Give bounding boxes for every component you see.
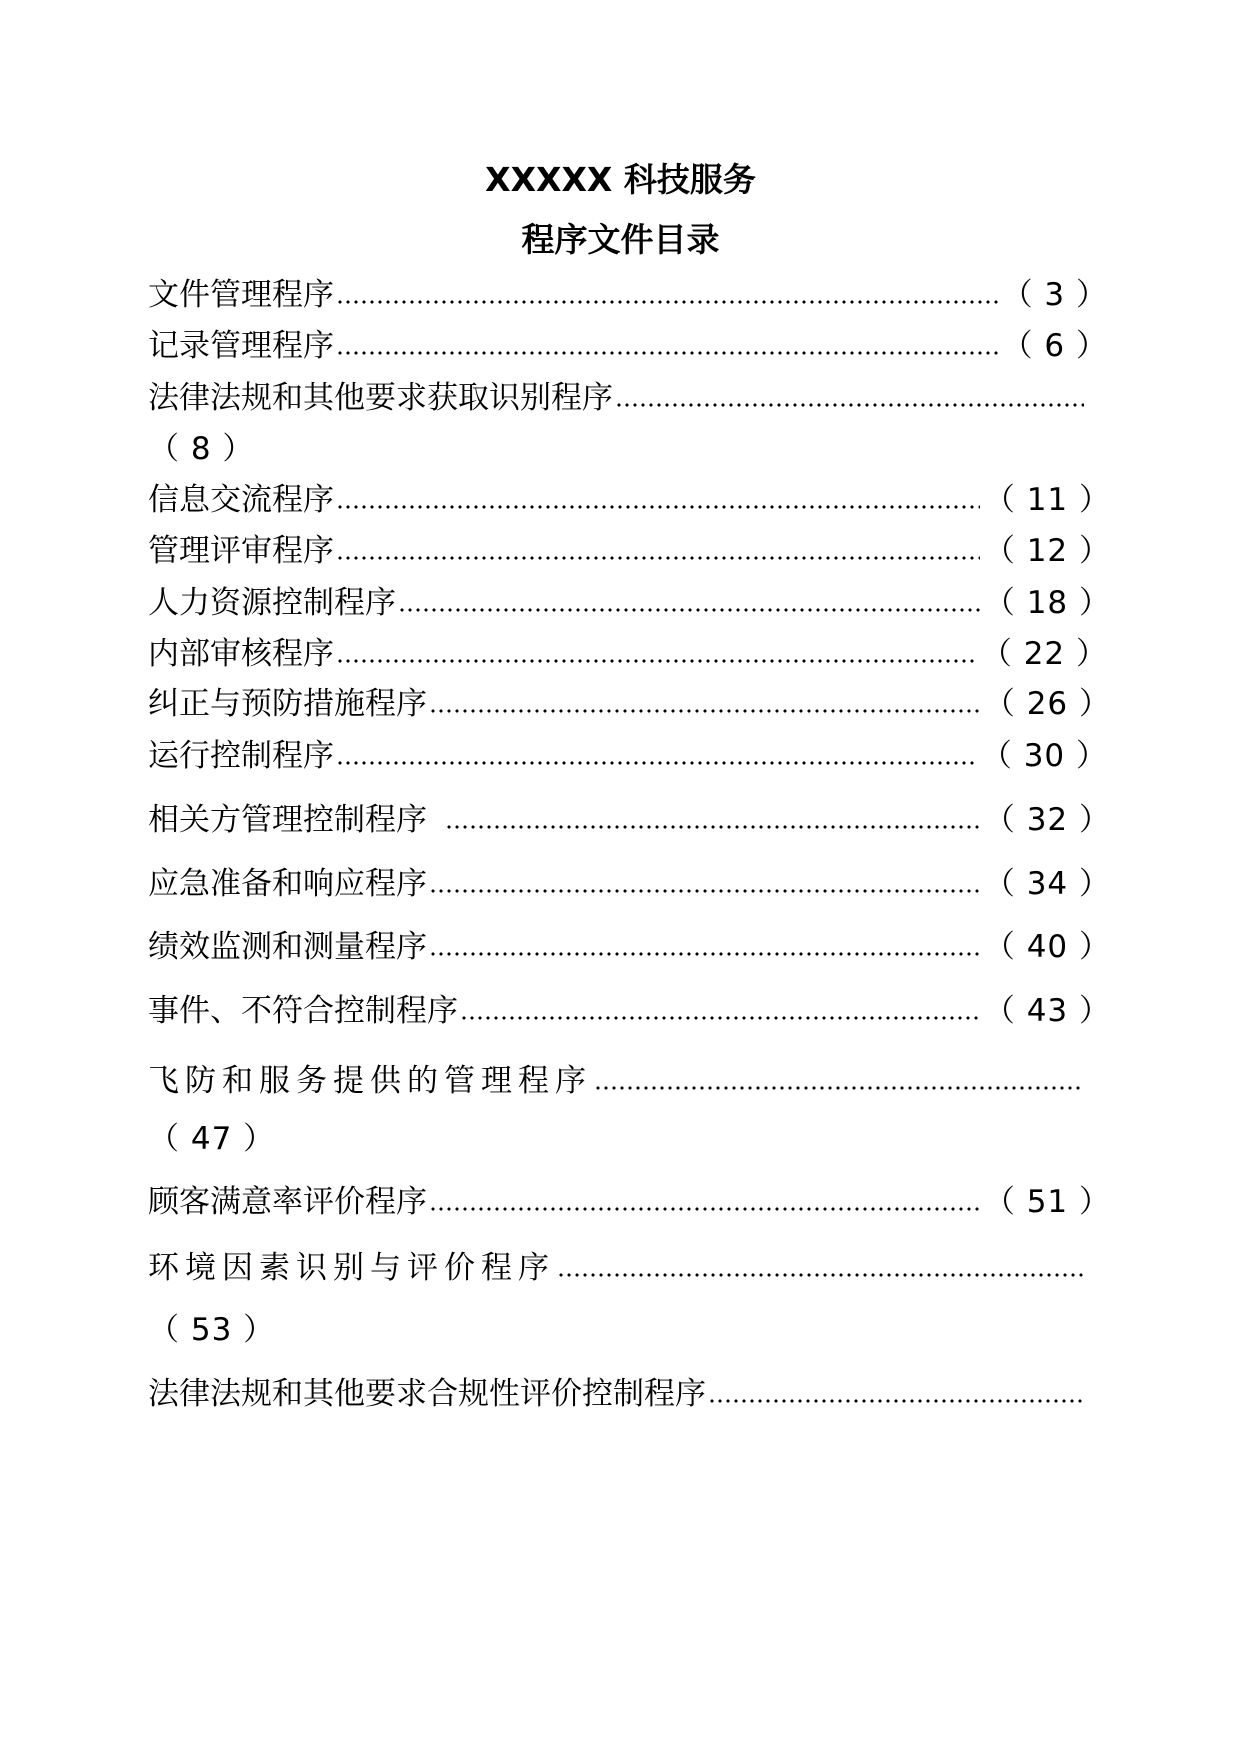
toc-entry-title: 应急准备和响应程序 [148, 865, 427, 902]
toc-entry [148, 1175, 1111, 1221]
toc-entry-title: 纠正与预防措施程序 [148, 685, 427, 722]
leader-dots [336, 300, 998, 304]
leader-dots [429, 1207, 980, 1211]
toc-entry [148, 473, 1111, 519]
toc-entry-title: 法律法规和其他要求获取识别程序 [148, 379, 613, 416]
leader-dots [336, 659, 977, 663]
leader-dots [594, 1086, 1084, 1090]
toc-entry-page: （ 11 ） [983, 481, 1111, 518]
leader-dots [460, 1016, 980, 1020]
toc-entry-title: 文件管理程序 [148, 276, 334, 313]
toc-entry [148, 729, 1108, 775]
toc-entry-page: （ 34 ） [983, 865, 1111, 902]
toc-entry [148, 319, 1108, 365]
toc-entry-page: （ 8 ） [148, 430, 255, 467]
toc-entry-title: 人力资源控制程序 [148, 584, 396, 621]
toc-entry [148, 920, 1111, 966]
leader-dots [615, 403, 1084, 407]
leader-dots [429, 889, 980, 893]
toc-entry-page: （ 18 ） [983, 584, 1111, 621]
toc-entry-page: （ 53 ） [148, 1311, 276, 1348]
toc-entry-title: 飞防和服务提供的管理程序 [148, 1062, 592, 1099]
toc-entry-title: 内部审核程序 [148, 635, 334, 672]
toc-entry [148, 1241, 1088, 1287]
toc-entry-page: （ 3 ） [1001, 276, 1108, 313]
toc-entry-title: 事件、不符合控制程序 [148, 992, 458, 1029]
toc-entry [148, 1367, 1088, 1413]
leader-dots [336, 505, 980, 509]
toc-entry [148, 677, 1111, 723]
toc-entry-page: （ 26 ） [983, 685, 1111, 722]
toc-entry-page: （ 47 ） [148, 1120, 276, 1157]
toc-entry-title: 顾客满意率评价程序 [148, 1183, 427, 1220]
leader-dots [336, 351, 998, 355]
toc-entry-title: 环境因素识别与评价程序 [148, 1249, 555, 1286]
toc-entry-page: （ 43 ） [983, 992, 1111, 1029]
toc-entry [148, 371, 1088, 417]
document-title: XXXXX 科技服务 [485, 160, 756, 199]
leader-dots [336, 761, 977, 765]
toc-entry [148, 627, 1108, 673]
toc-entry-title: 管理评审程序 [148, 532, 334, 569]
toc-entry [148, 576, 1111, 622]
toc-entry-title: 运行控制程序 [148, 737, 334, 774]
toc-entry [148, 857, 1111, 903]
leader-dots [557, 1273, 1084, 1277]
toc-entry-page: （ 32 ） [983, 801, 1111, 838]
toc-entry [148, 1054, 1088, 1100]
toc-entry [148, 524, 1111, 570]
toc-entry [148, 793, 1111, 839]
leader-dots [336, 556, 980, 560]
toc-entry-title: 相关方管理控制程序 [148, 801, 427, 838]
toc-entry [148, 268, 1108, 314]
toc-entry-page: （ 6 ） [1001, 327, 1108, 364]
toc-entry-page: （ 30 ） [980, 737, 1108, 774]
toc-entry-page: （ 22 ） [980, 635, 1108, 672]
toc-entry-title: 记录管理程序 [148, 327, 334, 364]
toc-entry [148, 984, 1111, 1030]
toc-entry-page: （ 40 ） [983, 928, 1111, 965]
toc-entry-page: （ 51 ） [983, 1183, 1111, 1220]
leader-dots [398, 608, 980, 612]
leader-dots [429, 952, 980, 956]
toc-entry-title: 绩效监测和测量程序 [148, 928, 427, 965]
toc-entry-title: 法律法规和其他要求合规性评价控制程序 [148, 1375, 706, 1412]
toc-entry-page: （ 12 ） [983, 532, 1111, 569]
document-subtitle: 程序文件目录 [521, 220, 720, 259]
leader-dots [445, 825, 980, 829]
leader-dots [429, 709, 980, 713]
toc-entry-title: 信息交流程序 [148, 481, 334, 518]
leader-dots [708, 1399, 1084, 1403]
